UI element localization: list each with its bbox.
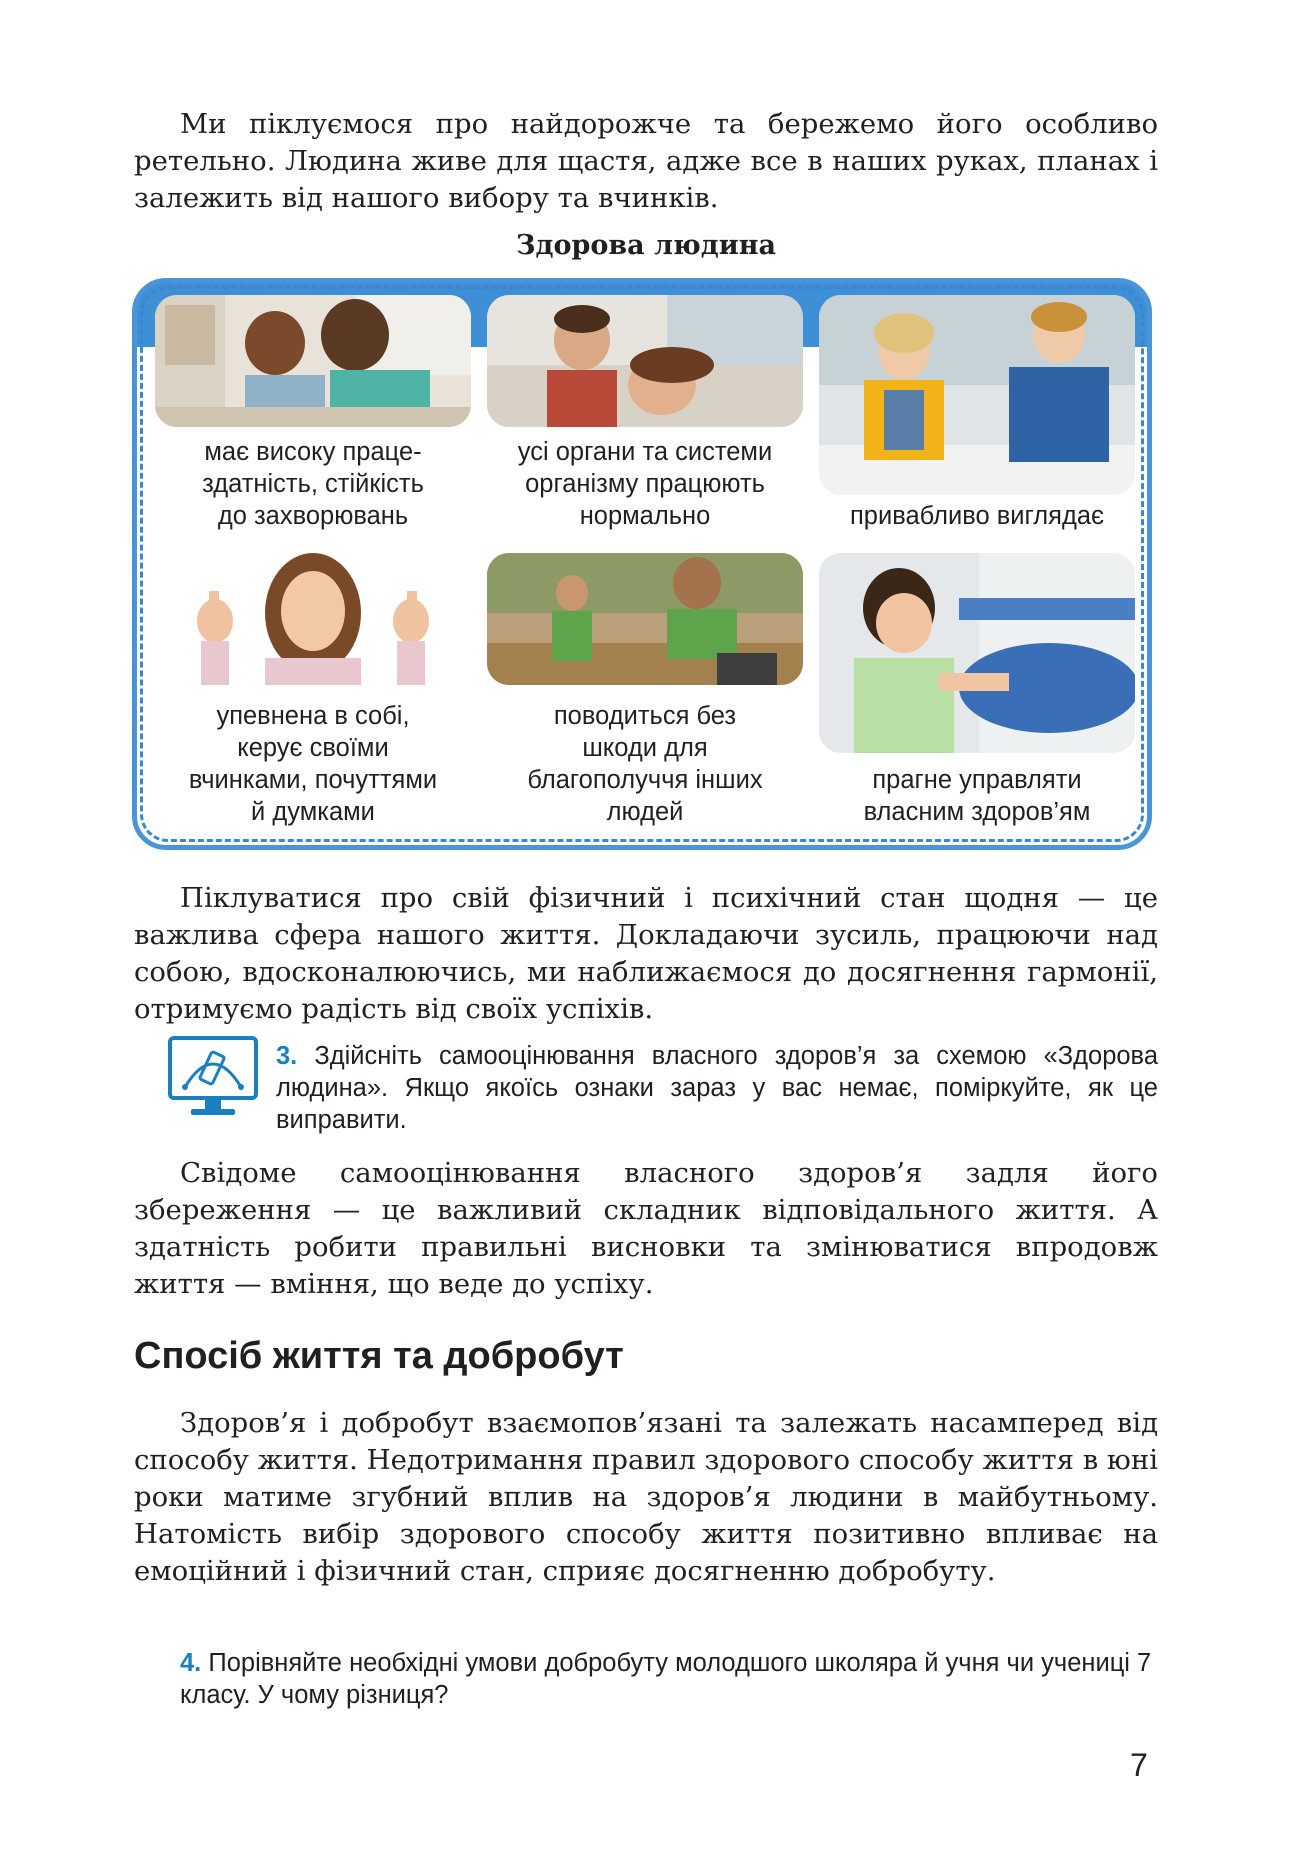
students-studying-photo: [155, 295, 471, 427]
mother-and-son-photo: [487, 295, 803, 427]
paragraph-lifestyle: Здоров’я і добробут взаємопов’язані та залежать насамперед від способу життя. Недотримання правил здорового способу життя в юні роки матиме згубний вплив на здоров’я людини в майбутньому. Натомість вибір здорового способу життя позитивно впливає на емоційний і фізичний стан, сприяє досягненню добробуту.: [134, 1407, 1158, 1587]
boy-washing-hands-photo: [819, 553, 1135, 753]
scheme-title: Здорова людина: [515, 230, 777, 261]
caption-line: нормально: [579, 502, 711, 530]
task-3: [276, 1040, 1158, 1136]
paragraph-self-assessment: Свідоме самооцінювання власного здоров’я задля його збереження — це важливий складник відповідального життя. А здатність робити правильні висновки та змінюватися впродовж життя — вміння, що веде до успіху.: [134, 1157, 1158, 1300]
caption-line: благополуччя інших: [527, 766, 763, 794]
caption-line: здатність, стійкість: [202, 470, 424, 498]
caption-line: до захворювань: [217, 502, 409, 530]
caption-line: керує своїми: [237, 734, 389, 762]
section-heading: Спосіб життя та добробут: [134, 1335, 624, 1377]
caption-line: прагне управляти: [872, 766, 1082, 794]
caption-line: шкоди для: [582, 734, 708, 762]
caption-line: людей: [606, 798, 684, 826]
task-4-text: Порівняйте необхідні умови добробуту молодшого школяра й учня чи учениці 7 класу. У чому різниця?: [180, 1649, 1152, 1709]
task-4: [180, 1647, 1158, 1711]
page-number: 7: [1130, 1747, 1148, 1783]
caption-work-capacity: [155, 436, 471, 532]
caption-line: власним здоров’ям: [863, 798, 1091, 826]
caption-line: привабливо виглядає: [849, 502, 1105, 530]
girl-thumbs-up-photo: [155, 553, 471, 685]
volunteers-cleaning-photo: [487, 553, 803, 685]
paragraph-daily-care: Піклуватися про свій фізичний і психічний стан щодня — це важлива сфера нашого життя. Докладаючи зусиль, працюючи над собою, вдосконалюючись, ми наближаємося до досягнення гармонії, отримуємо радість від своїх успіхів.: [134, 882, 1158, 1025]
monitor-task-icon: [167, 1035, 259, 1119]
caption-line: має високу праце-: [204, 438, 422, 466]
caption-line: й думками: [251, 798, 375, 826]
caption-line: поводиться без: [553, 702, 737, 730]
caption-line: організму працюють: [525, 470, 765, 498]
caption-line: упевнена в собі,: [216, 702, 410, 730]
caption-line: усі органи та системи: [517, 438, 773, 466]
caption-looks-attractive: [819, 500, 1135, 532]
children-talking-photo: [819, 295, 1135, 495]
caption-organs-normal: [487, 436, 803, 532]
caption-no-harm-others: [487, 700, 803, 828]
task-3-text: Здійсніть самооцінювання власного здоров’я за схемою «Здорова людина». Якщо якоїсь ознаки зараз у вас немає, поміркуйте, як це виправити.: [276, 1042, 1158, 1134]
caption-line: вчинками, почуттями: [188, 766, 438, 794]
task-4-number: 4.: [180, 1649, 202, 1677]
healthy-person-scheme: [132, 278, 1152, 850]
task-3-number: 3.: [276, 1042, 298, 1070]
caption-self-confident: [155, 700, 471, 828]
intro-paragraph: Ми піклуємося про найдорожче та бережемо його особливо ретельно. Людина живе для щастя, адже все в наших руках, планах і залежить від нашого вибору та вчинків.: [134, 108, 1158, 214]
caption-manages-health: [819, 764, 1135, 828]
